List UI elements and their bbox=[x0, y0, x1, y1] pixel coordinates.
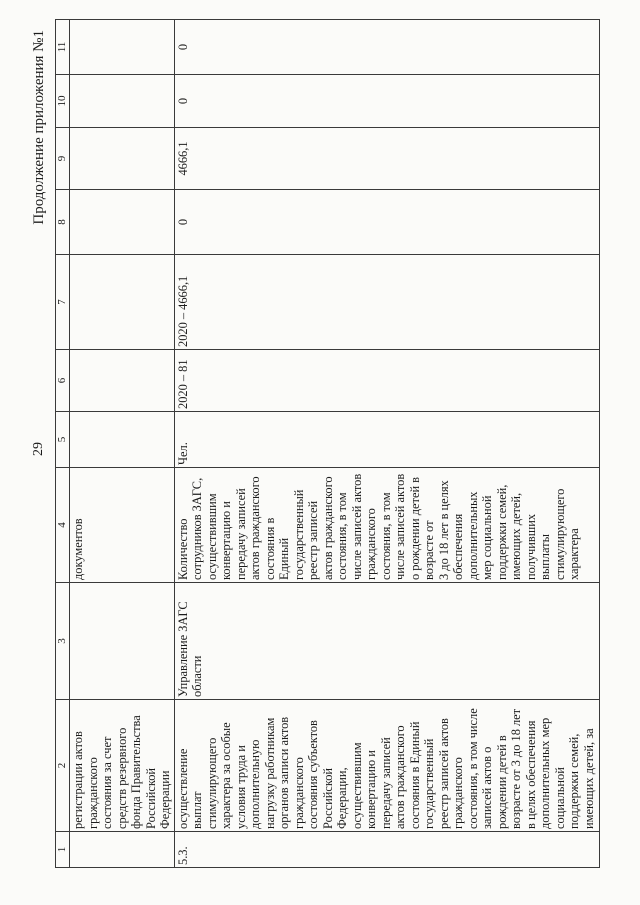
cell-text-line: сотрудников ЗАГС, bbox=[190, 477, 204, 580]
cell-text-line: осуществившим bbox=[204, 493, 219, 580]
column-number: 3 bbox=[56, 583, 70, 700]
table-cell: 0 bbox=[174, 20, 599, 75]
column-number: 9 bbox=[56, 128, 70, 190]
cell-text-line: состояния субъектов bbox=[306, 720, 320, 829]
cell-text-line: выплат bbox=[190, 791, 204, 829]
table-cell bbox=[70, 468, 175, 583]
cell-text-line: гражданского bbox=[451, 757, 465, 829]
column-number: 2 bbox=[56, 700, 70, 832]
cell-text-line: реестр записей bbox=[306, 500, 320, 580]
row-number-cell: 5.3. bbox=[174, 832, 599, 868]
cell-text-line: получивших bbox=[523, 513, 538, 580]
cell-text-line: актов гражданского bbox=[320, 476, 335, 580]
cell-text-line: актов гражданского bbox=[393, 725, 407, 829]
table-cell: 0 bbox=[174, 190, 599, 255]
cell-text-line: передачу записей bbox=[378, 737, 393, 829]
cell-text-line: поддержки семей, bbox=[494, 484, 509, 580]
cell-text-line: выплаты bbox=[538, 534, 552, 580]
cell-text-line: состояния в Единый bbox=[407, 721, 422, 829]
table-row bbox=[174, 20, 599, 868]
cell-text-line: характера за особые bbox=[219, 722, 233, 829]
table-cell: 2020 – 81 bbox=[174, 350, 599, 412]
table-cell bbox=[70, 583, 175, 700]
table-cell bbox=[70, 700, 175, 832]
column-number: 11 bbox=[56, 20, 70, 75]
cell-text-line: передачу записей bbox=[233, 488, 248, 580]
cell-text-line: Российской bbox=[143, 767, 158, 829]
cell-text-line: нагрузку работникам bbox=[262, 717, 277, 829]
table-cell bbox=[70, 412, 175, 468]
table-row bbox=[70, 20, 175, 868]
cell-text-line: возрасте от 3 до 18 лет bbox=[509, 708, 523, 829]
column-number-row bbox=[56, 20, 70, 868]
cell-text-line: Федерации bbox=[158, 770, 172, 829]
cell-text-line: записей актов о bbox=[480, 746, 494, 829]
cell-text-line: осуществление bbox=[175, 748, 190, 829]
cell-text-line: Количество bbox=[175, 518, 190, 580]
cell-text-line: фонда Правительства bbox=[129, 715, 143, 829]
cell-text-line: возрасте от bbox=[422, 520, 436, 580]
cell-text-line: поддержки семей, bbox=[567, 733, 581, 829]
table-cell: 2020 – 4666,1 bbox=[174, 255, 599, 350]
cell-text-line: состояния за счет bbox=[100, 736, 114, 829]
table-cell bbox=[70, 190, 175, 255]
cell-text-line: Управление ЗАГС bbox=[175, 601, 190, 697]
cell-text-line: дополнительную bbox=[248, 739, 262, 829]
column-number: 4 bbox=[56, 468, 70, 583]
column-number: 5 bbox=[56, 412, 70, 468]
table-cell: 0 bbox=[174, 75, 599, 128]
cell-text-line: документов bbox=[71, 518, 85, 580]
cell-text-line: состояния, в том bbox=[378, 492, 393, 580]
column-number: 6 bbox=[56, 350, 70, 412]
table-cell bbox=[174, 700, 599, 832]
table-cell bbox=[70, 20, 175, 75]
cell-text-line: реестр записей актов bbox=[436, 718, 451, 829]
cell-text-line: конвертацию и bbox=[364, 750, 378, 829]
cell-text-line: осуществившим bbox=[349, 742, 364, 829]
cell-text-line: числе записей актов bbox=[393, 473, 407, 580]
cell-text-line: рождении детей в bbox=[494, 735, 509, 829]
table-cell: Чел. bbox=[174, 412, 599, 468]
cell-text-line: обеспечения bbox=[451, 513, 465, 580]
cell-text-line: регистрации актов bbox=[71, 731, 85, 829]
table-cell bbox=[70, 350, 175, 412]
cell-text-line: актов гражданского bbox=[248, 476, 262, 580]
cell-text-line: состояния в bbox=[262, 517, 277, 580]
table-cell: 4666,1 bbox=[174, 128, 599, 190]
column-number: 8 bbox=[56, 190, 70, 255]
table-cell bbox=[70, 832, 175, 868]
table-cell bbox=[174, 583, 599, 700]
continuation-header: Продолжение приложения №1 bbox=[31, 30, 47, 225]
cell-text-line: Российской bbox=[320, 767, 335, 829]
table-cell bbox=[70, 128, 175, 190]
cell-text-line: дополнительных мер bbox=[538, 717, 552, 829]
column-number: 10 bbox=[56, 75, 70, 128]
table-cell bbox=[70, 75, 175, 128]
cell-text-line: стимулирующего bbox=[204, 737, 219, 829]
cell-text-line: государственный bbox=[422, 738, 436, 829]
cell-text-line: гражданского bbox=[85, 757, 100, 829]
cell-text-line: 3 до 18 лет в целях bbox=[436, 480, 451, 580]
cell-text-line: средств резервного bbox=[114, 727, 129, 829]
cell-text-line: конвертацию и bbox=[219, 501, 233, 580]
cell-text-line: в целях обеспечения bbox=[523, 720, 538, 829]
page-number: 29 bbox=[31, 442, 46, 456]
cell-text-line: состояния, в том числе bbox=[465, 708, 480, 829]
cell-text-line: имеющих детей, bbox=[509, 492, 523, 580]
cell-text-line: гражданского bbox=[291, 757, 306, 829]
column-number: 1 bbox=[56, 832, 70, 868]
cell-text-line: о рождении детей в bbox=[407, 476, 422, 580]
cell-text-line: мер социальной bbox=[480, 495, 494, 580]
table-cell bbox=[174, 468, 599, 583]
cell-text-line: социальной bbox=[552, 767, 567, 829]
cell-text-line: имеющих детей, за bbox=[581, 728, 596, 829]
cell-text-line: государственный bbox=[291, 489, 306, 580]
cell-text-line: органов записи актов bbox=[277, 716, 291, 829]
cell-text-line: условия труда и bbox=[233, 745, 248, 829]
cell-text-line: характера bbox=[567, 528, 581, 580]
cell-text-line: числе записей актов bbox=[349, 473, 364, 580]
appendix-table bbox=[55, 19, 600, 868]
cell-text-line: дополнительных bbox=[465, 491, 480, 580]
cell-text-line: состояния, в том bbox=[335, 492, 349, 580]
cell-text-line: гражданского bbox=[364, 508, 378, 580]
column-number: 7 bbox=[56, 255, 70, 350]
cell-text-line: Единый bbox=[277, 537, 291, 580]
cell-text-line: Федерации, bbox=[335, 767, 349, 829]
cell-text-line: области bbox=[190, 655, 204, 697]
cell-text-line: стимулирующего bbox=[552, 488, 567, 580]
table-cell bbox=[70, 255, 175, 350]
